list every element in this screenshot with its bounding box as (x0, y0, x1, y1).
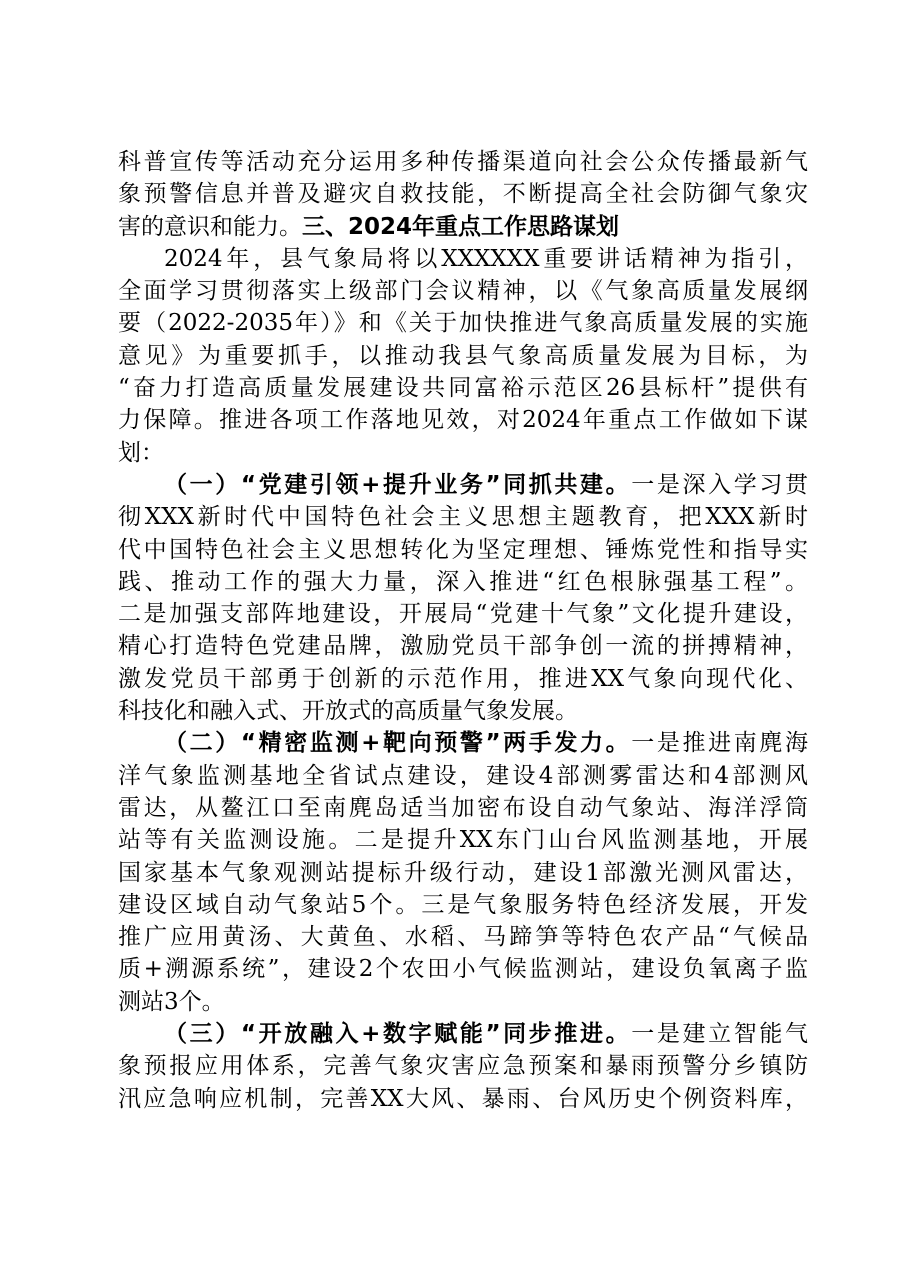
item-text: 一是推进南麂海 (631, 730, 808, 757)
paragraph-line: 划： (118, 439, 164, 466)
item-text: 一是建立智能气 (631, 1021, 808, 1048)
paragraph-line: 建设区域自动气象站5个。三是气象服务特色经济发展，开发 (118, 891, 808, 918)
paragraph-line: 汛应急响应机制，完善XX大风、暴雨、台风历史个例资料库， (118, 1085, 808, 1112)
paragraph-line: 激发党员干部勇于创新的示范作用，推进XX气象向现代化、 (118, 665, 808, 692)
paragraph-line: “奋力打造高质量发展建设共同富裕示范区26县标杆”提供有 (118, 375, 808, 402)
paragraph-line: 站等有关监测设施。二是提升XX东门山台风监测基地，开展 (118, 827, 808, 854)
paragraph-line: 意见》为重要抓手，以推动我县气象高质量发展为目标，为 (118, 342, 808, 369)
paragraph-line: 国家基本气象观测站提标升级行动，建设1部激光测风雷达， (118, 859, 808, 886)
paragraph-line: 践、推动工作的强大力量，深入推进“红色根脉强基工程”。 (118, 568, 808, 595)
paragraph-line (118, 1018, 808, 1050)
paragraph-line: 彻XXX新时代中国特色社会主义思想主题教育，把XXX新时 (118, 504, 808, 531)
paragraph-line (118, 469, 808, 501)
paragraph-line: 推广应用黄汤、大黄鱼、水稻、马蹄笋等特色农产品“气候品 (118, 924, 808, 951)
item-heading: （一）“党建引领+提升业务”同抓共建。 (164, 471, 632, 498)
paragraph-line: 科普宣传等活动充分运用多种传播渠道向社会公众传播最新气 (118, 149, 808, 175)
paragraph-line (118, 727, 808, 759)
paragraph-line: 科技化和融入式、开放式的高质量气象发展。 (118, 698, 578, 725)
paragraph-line: 力保障。推进各项工作落地见效，对2024年重点工作做如下谋 (118, 407, 808, 434)
paragraph-line: 2024年，县气象局将以XXXXXX重要讲话精神为指引， (164, 245, 808, 272)
item-heading: （三）“开放融入+数字赋能”同步推进。 (164, 1021, 632, 1048)
paragraph-line: 二是加强支部阵地建设，开展局“党建十气象”文化提升建设， (118, 601, 808, 628)
paragraph-line: 全面学习贯彻落实上级部门会议精神，以《气象高质量发展纲 (118, 278, 808, 305)
item-text: 一是深入学习贯 (631, 471, 808, 498)
paragraph-line: 象预报应用体系，完善气象灾害应急预案和暴雨预警分乡镇防 (118, 1053, 808, 1080)
paragraph-line: 要（2022-2035年）》和《关于加快推进气象高质量发展的实施 (118, 310, 808, 337)
paragraph-line: 代中国特色社会主义思想转化为坚定理想、锤炼党性和指导实 (118, 536, 808, 563)
paragraph-line: 测站3个。 (118, 988, 225, 1015)
paragraph-line: 精心打造特色党建品牌，激励党员干部争创一流的拼搏精神， (118, 633, 808, 660)
document-body (118, 146, 808, 1115)
paragraph-line: 质+溯源系统”，建设2个农田小气候监测站，建设负氧离子监 (118, 956, 808, 983)
paragraph-line: 洋气象监测基地全省试点建设，建设4部测雾雷达和4部测风 (118, 762, 808, 789)
item-heading: （二）“精密监测+靶向预警”两手发力。 (164, 730, 632, 757)
paragraph-line: 雷达，从鳌江口至南麂岛适当加密布设自动气象站、海洋浮筒 (118, 794, 808, 821)
intro-last-text: 害的意识和能力。 (118, 213, 302, 240)
section-heading: 三、2024年重点工作思路谋划 (302, 213, 620, 240)
paragraph-line: 象预警信息并普及避灾自救技能，不断提高全社会防御气象灾 (118, 181, 808, 208)
paragraph-line (118, 211, 808, 243)
